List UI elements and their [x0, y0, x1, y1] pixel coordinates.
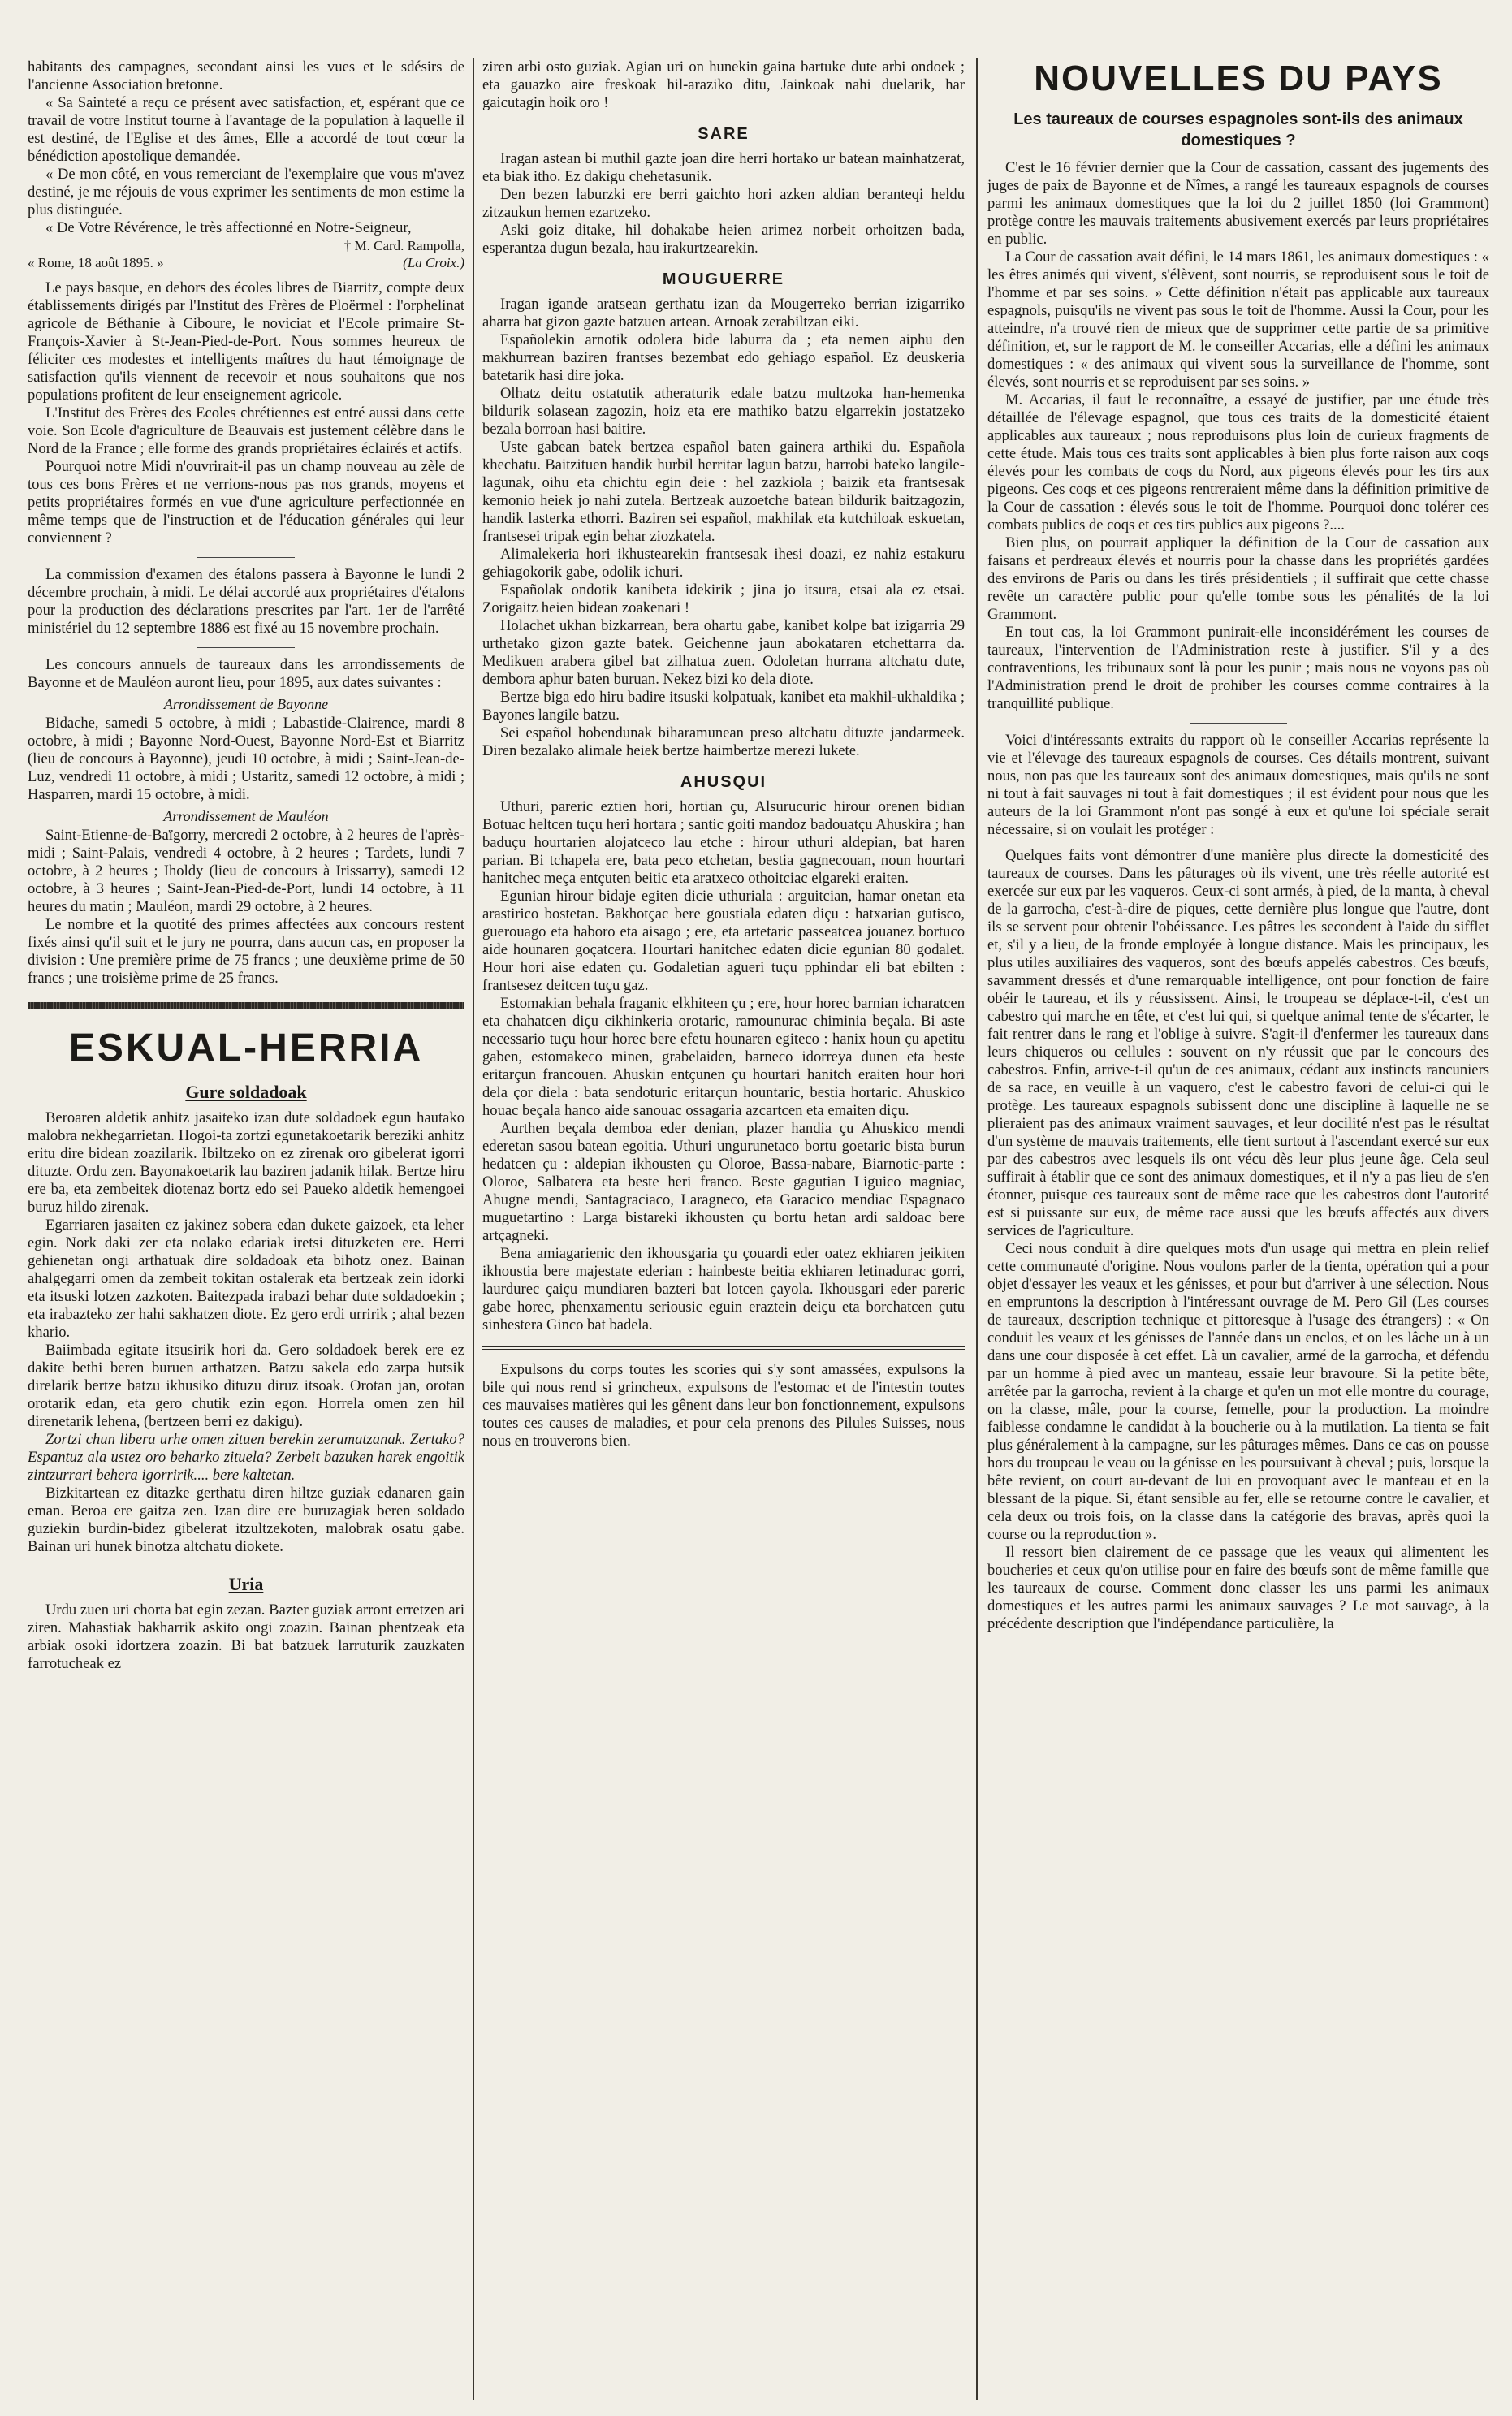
paragraph: Bien plus, on pourrait appliquer la définition de la Cour de cassation aux faisans et perdreaux élevés et nourris pour la chasse dans les propriétés gardées des environs de Paris ou dans les tirés présidentiels ; il suffirait que cette chasse revête un caractère public pour qu'elle tombe sous les pénalités de la loi Grammont.	[987, 534, 1489, 623]
paragraph: En tout cas, la loi Grammont punirait-elle inconsidérément les courses de taureaux, l'intervention de l'Administration reste à justifier. S'il y a des contraventions, les tribunaux sont là pour les punir ; mais nous ne voyons pas où l'Administration prend le droit de prohiber les courses comme contraires à la tranquillité publique.	[987, 624, 1489, 712]
paragraph: Olhatz deitu ostatutik atheraturik edale batzu multzoka han-hemenka bildurik solasean zagozin, hoiz eta ere mathiko batzu elgarrekin jostatzeko bezala borroan hasi baitire.	[482, 385, 965, 438]
section-title: NOUVELLES DU PAYS	[1034, 58, 1443, 98]
paragraph: Urdu zuen uri chorta bat egin zezan. Bazter guziak arront erretzen ari ziren. Mahastiak bakharrik askito ongi zoazin. Bainan phentzeak eta arbiak osoki idortzera zoazin. Bi bat batzuek larruturik zauzkaten farrotucheak ez	[28, 1601, 464, 1672]
village-heading: SARE	[698, 125, 750, 143]
paragraph: Españolekin arnotik odolera bide laburra da ; eta nemen aiphu den makhurrean baziren frantses bezembat edo gehiago español. Ez deuskeria batetarik hasi dire joka.	[482, 331, 965, 384]
paragraph: C'est le 16 février dernier que la Cour de cassation, cassant des jugements des juges de paix de Bayonne et de Nîmes, a rangé les taureaux espagnols de courses parmi les animaux domestiques que la loi du 2 juillet 1850 (loi Grammont) protège contre les mauvais traitements abusivement exercés par leurs propriétaires en public.	[987, 159, 1489, 248]
paragraph: Bena amiagarienic den ikhousgaria çu çouardi eder oatez ekhiaren jeikiten ikhoustia bere majestate ederian : hainbeste beitia ekhiaren letinadurac gorri, laurdurec çaiçu mundiaren bazteri bat lotcen çayola. Ikhousgari eder pareric gabe horec, phenxamentu seriousic eguin eraztein deiçu eta borchatcen çutu sinhestera Ginco bat badela.	[482, 1245, 965, 1333]
paragraph: Voici d'intéressants extraits du rapport où le conseiller Accarias représente la vie et l'élevage des taureaux espagnols de courses. Ces détails montrent, suivant nous, non pas que les taureaux sont des animaux domestiques, mais qu'ils ne sont ni tout à fait sauvages ni tout à fait domestiques ; il est évident pour nous que les auteurs de la loi Grammont n'ont pas songé à eux et qu'une loi spéciale serait nécessaire, si on voulait les protéger :	[987, 732, 1489, 838]
paragraph: M. Accarias, il faut le reconnaître, a essayé de justifier, par une étude très détaillée de l'élevage espagnol, que tous ces traits de la domesticité étaient applicables aux taureaux ; nous reproduisons plus loin de curieux fragments de cette étude. Mais tous ces traits sont applicables à bien plus forte raison aux coqs élevés pour les combats de coqs du Nord, aux pigeons élevés pour les tirs aux pigeons. Ces coqs et ces pigeons rentreraient même dans la définition primitive de la Cour de cassation : élevés sous le toit de l'homme. Pourquoi donc tolérer ces combats publics de coqs et ces tirs publics aux pigeons ?....	[987, 391, 1489, 534]
article-title: Les taureaux de courses espagnoles sont-ils des animaux domestiques ?	[1013, 110, 1463, 149]
paragraph: Aski goiz ditake, hil dohakabe heien arimez norbeit orhoitzen bada, esperantza dugun bezala, hau irakurtzearekin.	[482, 222, 965, 257]
paragraph: Holachet ukhan bizkarrean, bera ohartu gabe, kanibet kolpe bat izigarria 29 urthetako gizon gazte batek. Geichenne jaun abokataren etchettarra da. Medikuen arabera gibel bat zilhatua zuen. Odoletan hurrana altchatu dute, dembora aphur baten buruan. Nekez bizi ko dela diote.	[482, 617, 965, 688]
article-title: Gure soldadoak	[185, 1082, 307, 1102]
paragraph: Il ressort bien clairement de ce passage que les veaux qui alimentent les boucheries et ceux qu'on utilise pour en faire des bœufs sont de même famille que les taureaux de course. Comment donc classer les uns parmi les animaux domestiques et les autres parmi les animaux sauvages ? Le mot sauvage, à la précédente description que l'indépendance particulière, la	[987, 1544, 1489, 1632]
paragraph: Alimalekeria hori ikhustearekin frantsesak ihesi doazi, ez nahiz estakuru gehiagokorik gabe, odolik ichuri.	[482, 546, 965, 581]
paragraph: Sei español hobendunak biharamunean preso altchatu dituzte jandarmeek. Diren bezalako alimale heiek bertze haimbertze merezi lukete.	[482, 724, 965, 759]
paragraph: Egunian hirour bidaje egiten dicie uthuriala : arguitcian, hamar onetan eta arastirico bostetan. Bakhotçac bere goustiala edaten diçu : hatxarian gutisco, guerouago eta haboro eta aisago ; ere, eta artetaric passeatcea jouanez bortuco aide hounaren goçatcera. Hourtari hanitchec edaten dicie egunian 80 godalet. Hour hori aise edaten çu. Godaletian agueri tuçu pphindar eli bat ebilten : frantsesez deitcen tuçu gaz.	[482, 888, 965, 994]
paragraph: « De Votre Révérence, le très affectionné en Notre-Seigneur,	[45, 219, 412, 236]
paragraph: Iragan astean bi muthil gazte joan dire herri hortako ur batean mainhatzerat, eta biak itho. Ez dakigu chehetasunik.	[482, 150, 965, 185]
section-divider	[28, 1002, 464, 1009]
paragraph: habitants des campagnes, secondant ainsi les vues et le sdésirs de l'ancienne Association bretonne.	[28, 58, 464, 93]
separator	[1190, 723, 1287, 724]
article-title: Uria	[228, 1574, 264, 1594]
paragraph: « De mon côté, en vous remerciant de l'exemplaire que vous m'avez destiné, je me réjouis de vous exprimer les sentiments de mon estime la plus distinguée.	[28, 166, 464, 218]
signature-line	[28, 254, 464, 271]
column-rule	[473, 58, 474, 2400]
column-right	[987, 58, 1489, 2406]
paragraph: Le pays basque, en dehors des écoles libres de Biarritz, compte deux établissements dirigés par l'Institut des Frères de Ploërmel : l'orphelinat agricole de Béthanie à Ciboure, le noviciat et l'Ecole primaire St-François-Xavier à St-Jean-Pied-de-Port. Nous sommes heureux de féliciter ces modestes et intelligents maîtres du haut témoignage de satisfaction qu'ils viennent de recevoir et nous souhaitons que nos populations profitent de leur enseignement agricole.	[28, 279, 464, 404]
village-heading: AHUSQUI	[680, 773, 767, 791]
paragraph: Saint-Etienne-de-Baïgorry, mercredi 2 octobre, à 2 heures de l'après-midi ; Saint-Palais, vendredi 4 octobre, à 2 heures ; Tardets, lundi 7 octobre, à 2 heures ; Iholdy (lieu de concours à Irissarry), samedi 12 octobre, à 3 heures ; Saint-Jean-Pied-de-Port, lundi 14 octobre, à 11 heures du matin ; Mauléon, mardi 29 octobre, à 2 heures.	[28, 827, 464, 915]
paragraph: Uste gabean batek bertzea español baten gainera arthiki du. Española khechatu. Baitzituen handik hurbil herritar lagun batzu, harrobi bateko langile-lagunak, oihu eta chichtu egin deie : hel zazkiola ; baizik eta frantsesak kemonio heiek jo nahi zutela. Bertzeak auzoetche batean bildurik baitzagozin, handik lasterka ethorri. Baziren sei español, makhilak eta kutchiloak eskuetan, frantsesei tripak egin behar ziozkatela.	[482, 439, 965, 545]
paragraph: Zortzi chun libera urhe omen zituen berekin zeramatzanak. Zertako? Espantuz ala ustez oro beharko zituela? Zerbeit bazuken harek engoitik zintzurrari behera igorririk.... bere kaltetan.	[28, 1431, 464, 1484]
paragraph: Les concours annuels de taureaux dans les arrondissements de Bayonne et de Mauléon auront lieu, pour 1895, aux dates suivantes :	[28, 656, 464, 691]
paragraph: Ceci nous conduit à dire quelques mots d'un usage qui mettra en plein relief cette communauté d'origine. Nous voulons parler de la tienta, opération qui a pour objet d'essayer les veaux et les génisses, et pour but d'arriver à une sélection. Nous en empruntons la description à l'intéressant ouvrage de M. Pero Gil (Les courses de taureaux, description technique et pittoresque à l'usage des étrangers) : « On conduit les veaux et les génisses de l'année dans un enclos, et on les lâche un à un dans une cour disposée à cet effet. Là un cavalier, armé de la garrocha, et défendu par un homme à pied avec un manteau, essaie leur bravoure. Si la petite bête, arrêtée par la garrocha, revient à la charge et qu'en un mot elle montre du courage, on la classe, mâle, pour la course, femelle, pour la production. La moindre faiblesse condamne le candidat à la boucherie ou à la mutilation. La tienta se fait plus généralement à la campagne, sur les pâturages mêmes. Dans ce cas on pousse hors du troupeau le veau ou la génisse en les poursuivant à cheval ; puis, lorsque la bête revient, on court au-devant de lui en provoquant avec le manteau et en la blessant de la pique. Si, étant sensible au fer, elle se retourne contre le cavalier, et cela deux ou trois fois, on la classe dans la catégorie des bravas, après quoi la course ou la reproduction ».	[987, 1240, 1489, 1543]
paragraph: Baiimbada egitate itsusirik hori da. Gero soldadoek berek ere ez dakite bethi beren buruen arthatzen. Batzu sakela edo zarpa hutsik direlarik bertze batzu ikhusiko dituzu diruz itsoak. Orotan jan, orotan orotarik edan, eta gero chutik ezin egon. Horrela omen zen hil direnetarik lehena, (bertzeen berri ez dakigu).	[28, 1342, 464, 1430]
subheading: Arrondissement de Mauléon	[163, 808, 329, 824]
paragraph: ziren arbi osto guziak. Agian uri on hunekin gaina bartuke dute arbi ondoek ; eta gauazko aire freskoak hil-araziko ditu, Jainkoak nahi duelarik, har gaicutagin hoik oro !	[482, 58, 965, 111]
paragraph: Den bezen laburzki ere berri gaichto hori azken aldian beranteqi heldu zitzaukun hemen ezartzeko.	[482, 186, 965, 221]
paragraph: Le nombre et la quotité des primes affectées aux concours restent fixés ainsi qu'il suit et le jury ne pourra, dans aucun cas, en proposer la division : Une première prime de 75 francs ; une deuxième prime de 50 francs ; une troisième prime de 25 francs.	[28, 916, 464, 987]
paragraph: « Sa Sainteté a reçu ce présent avec satisfaction, et, espérant que ce travail de votre Institut tourne à l'avantage de la population à laquelle il est destiné, de l'Eglise et des âmes, Elle a accordé de tout cœur la bénédiction apostolique demandée.	[28, 94, 464, 165]
paragraph: La Cour de cassation avait défini, le 14 mars 1861, les animaux domestiques : « les êtres animés qui vivent, s'élèvent, sont nourris, se reproduisent sous le toit de l'homme et par ses soins. » Cette définition n'était pas applicable aux taureaux espagnols, puisqu'ils ne vivent pas sous le toit de l'homme. Aussi la Cour, pour les atteindre, n'a trouvé rien de mieux que de supprimer cette partie de sa primitive définition, et, sur le rapport de M. le conseiller Accarias, elle a défini les animaux domestiques : « des animaux qui vivent sous la surveillance de l'homme, sont élevés, sont nourris et se reproduisent par ses soins. »	[987, 249, 1489, 391]
village-heading: MOUGUERRE	[662, 270, 785, 288]
paragraph: Beroaren aldetik anhitz jasaiteko izan dute soldadoek egun hautako malobra nekhegarrietan. Hogoi-ta zortzi egunetakoetarik bereziki anhitz eritu dire bidean zoazilarik. Ibiltzeko on ez zirenak oro gibelerat igorri dituzte. Ordu zen. Bayonakoetarik lau baziren jadanik hilak. Bertze hiru ere ba, eta zembeitek diotenaz bortz edo sei Paueko aldetik hemengoei buruz hildo zirenak.	[28, 1109, 464, 1216]
subheading: Arrondissement de Bayonne	[163, 696, 329, 712]
column-middle	[482, 58, 965, 2406]
paragraph: Estomakian behala fraganic elkhiteen çu ; ere, hour horec barnian icharatcen eta chahatcen diçu cikhinkeria orotaric, ramounurac chiminia beçala. Bi aste necessario tuçu hour horec bere efetu hounaren egiteco : hanix houn çu apetitu gaben, estomakeco minen, grabelaiden, barneco idorreya dunen eta beste eritarçun francouen. Ahuskin entçunen çu hourtari hanitch eraiten hour hori dela çor diela : bata sendoturic eritarçun hountaric, bestia hortaric. Ahuskico houac beçala hanco aide sanouac ossagaria azcartcen eta emaiten diçu.	[482, 995, 965, 1119]
paragraph: Pourquoi notre Midi n'ouvrirait-il pas un champ nouveau au zèle de tous ces bons Frères et ne verrions-nous pas nos grands, moyens et petits propriétaires formés en vue d'une agriculture perfectionnée en même temps que de l'instruction et de l'éducation générales qui leur conviennent ?	[28, 458, 464, 547]
signature-name: † M. Card. Rampolla,	[343, 238, 464, 253]
signature-place: « Rome, 18 août 1895. »	[28, 255, 164, 270]
section-title: ESKUAL-HERRIA	[68, 1026, 424, 1070]
paragraph: Aurthen beçala demboa eder denian, plazer handia çu Ahuskico mendi ederetan sasou batean egoitia. Uthuri ungurunetaco bortu goetaric bista burun hedatcen çu : aldepian ikhousten çu Oloroe, Bassa-nabare, Biarnotic-parte : Oloroe, Salbatera eta beste heri franco. Beste gagutian Liguico magniac, Ahugne mendi, Santagraciaco, Laragneco, eta Garacico mendiac Espagnaco muguetartino : Larga bistareki ikhousten çu bortu hetan ardi saldoac bere artçagneki.	[482, 1120, 965, 1244]
separator	[482, 1346, 965, 1350]
paragraph: L'Institut des Frères des Ecoles chrétiennes est entré aussi dans cette voie. Son Ecole d'agriculture de Beauvais est justement célèbre dans le Nord de la France ; elle forme des grands propriétaires éclairés et actifs.	[28, 404, 464, 457]
paragraph: Egarriaren jasaiten ez jakinez sobera edan dukete gaizoek, eta leher egin. Nork daki zer eta nolako edariak iretsi dituzketen ere. Herri gehienetan ongi arthatuak dire soldadoak eta bihotz onez. Bainan ahalgegarri omen da zembeit tokitan ostalerak eta bertzeak zein idorki eta itsuski lotzen zazkoten. Baitezpada irabazi behar dute soldadoekin ; eta irabazteko zer hahi sakhatzen diote. Ez gero erdi urririk ; ahal bezen khario.	[28, 1217, 464, 1341]
paragraph: Españolak ondotik kanibeta idekirik ; jina jo itsura, etsai ala ez etsai. Zorigaitz heien bidean zoakenari !	[482, 581, 965, 616]
separator	[197, 557, 295, 558]
paragraph: Iragan igande aratsean gerthatu izan da Mougerreko berrian izigarriko aharra bat gizon gazte batzuen artean. Arnoak zerabiltzan eiki.	[482, 296, 965, 331]
paragraph: Bizkitartean ez ditazke gerthatu diren hiltze guziak edanaren gain eman. Beroa ere gaitza zen. Izan dire ere buruzagiak beren soldado guziekin burdin-bidez gibelerat itzultzekoten, malobrak osatu gabe. Bainan uri hunek binotza altchatu diokete.	[28, 1485, 464, 1555]
paragraph: Bertze biga edo hiru badire itsuski kolpatuak, kanibet eta makhil-ukhaldika ; Bayones langile batzu.	[482, 689, 965, 724]
paragraph: Uthuri, pareric eztien hori, hortian çu, Alsurucuric hirour orenen bidian Botuac heltcen tuçu heri hortara ; santic goiti mandoz badouatçu Ahuskira ; han baduçu hourtarien alojatceco lau etche : hirour uthuri aldepian, bat haren parian. Bi tchapela ere, bata peco etchetan, bestia gagnecouan, noun hourtari hanitchec meça entçuten beitic eta aratxeco othoitciac elgareki eraiten.	[482, 798, 965, 887]
paragraph: Bidache, samedi 5 octobre, à midi ; Labastide-Clairence, mardi 8 octobre, à midi ; Bayonne Nord-Ouest, Bayonne Nord-Est et Biarritz (lieu de concours à Bayonne), jeudi 10 octobre, à midi ; Saint-Jean-de-Luz, vendredi 11 octobre, à midi ; Ustaritz, samedi 12 octobre, à midi ; Hasparren, mardi 15 octobre, à midi.	[28, 715, 464, 803]
paragraph: Quelques faits vont démontrer d'une manière plus directe la domesticité des taureaux de courses. Dans les pâturages où ils vivent, une très réelle autorité est exercée sur eux par les vaqueros. Ceux-ci sont armés, à pied, de la manta, à cheval de la garrocha, c'est-à-dire de piques, cette dernière plus longue que l'autre, dont ils se servent pour obtenir l'obéissance. Les pâtres les secondent à l'aide du sifflet et, s'il y a lieu, de la fronde employée à longue distance. Mais les principaux, les plus utiles auxiliaires des vaqueros, sont des bœufs appelés cabestros. Ces bœufs, savamment dressés et d'une remarquable intelligence, ont pour fonction de faire obéir le taureau, et ils y réussissent. Ainsi, le troupeau se déplace-t-il, c'est un cabestro qui marche en tête, et c'est lui qui, si quelque animal tente de s'écarter, le fait rentrer dans le rang et l'oblige à suivre. S'agit-il d'enfermer les taureaux dans leurs chiqueros ou cellules : souvent on n'y réussit que par le concours des cabestros. Enfin, arrive-t-il qu'un de ces animaux, cédant aux instincts rancuniers de sa race, en veuille à un vaquero, c'est le cabestro favori de celui-ci qui le protège. Les taureaux espagnols subissent donc une discipline à laquelle ne se plieraient pas des animaux vraiment sauvages, et leur docilité n'est pas le résultat d'un système de mauvais traitements, elle tient surtout à l'ascendant exercé sur eux par des cabestros avec lesquels ils ont vécu dès leur plus jeune âge. Cela seul suffirait à établir que ce sont des animaux domestiques, et il n'y a pas lieu de s'en étonner, puisque ces taureaux sont de même race que les cabestros dont l'autorité est si puissante sur eux, de même race aussi que les bœufs affectés aux divers services de l'agriculture.	[987, 847, 1489, 1239]
column-left	[28, 58, 464, 2406]
signature-source: (La Croix.)	[403, 255, 464, 270]
column-rule	[976, 58, 978, 2400]
advertisement: Expulsons du corps toutes les scories qui s'y sont amassées, expulsons la bile qui nous rend si grincheux, expulsons de l'estomac et de l'intestin toutes ces mauvaises matières qui les gênent dans leur bon fonctionnement, expulsons toutes ces causes de maladies, et pour cela prenons des Pilules Suisses, nous nous en trouverons bien.	[482, 1361, 965, 1450]
paragraph: La commission d'examen des étalons passera à Bayonne le lundi 2 décembre prochain, à midi. Le délai accordé aux propriétaires d'étalons pour la production des déclarations prescrites par l'art. 1er de l'arrêté ministériel du 12 septembre 1886 est fixé au 15 novembre prochain.	[28, 566, 464, 637]
separator	[197, 647, 295, 648]
